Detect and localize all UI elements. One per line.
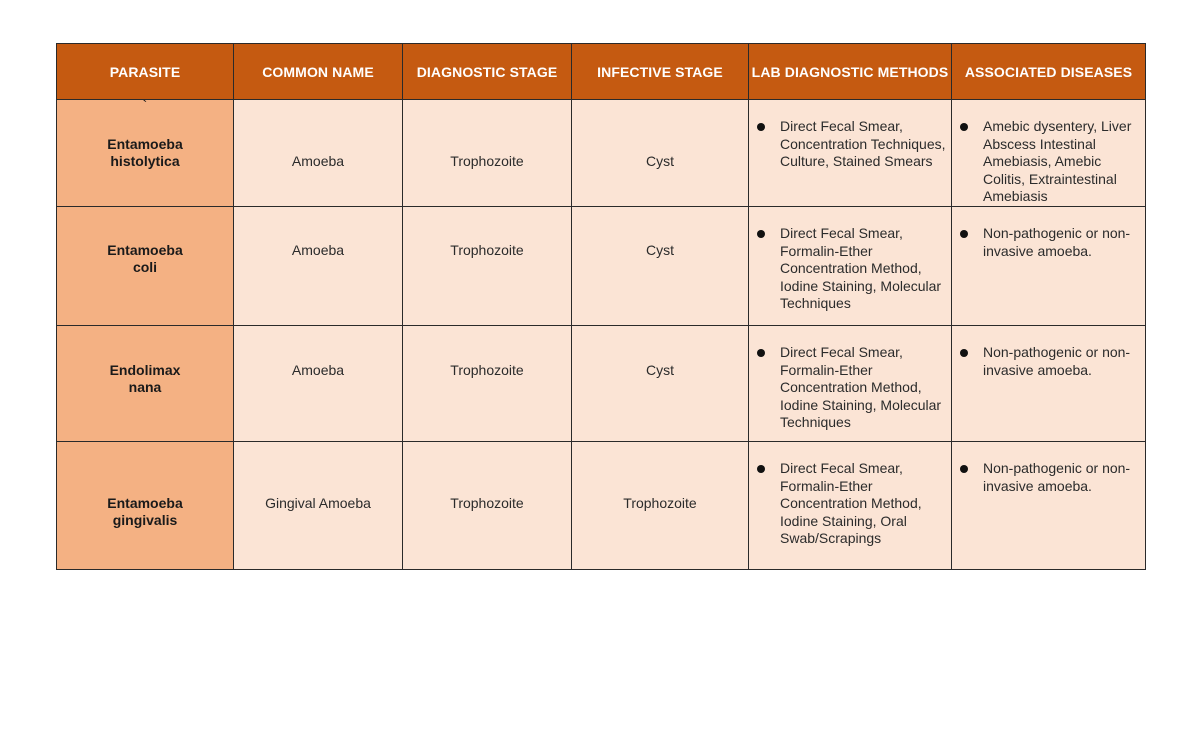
header-infective-stage: INFECTIVE STAGE [572, 44, 749, 100]
lab-methods-cell [749, 100, 952, 207]
infective-stage-cell: Trophozoite [572, 442, 749, 570]
lab-methods-text: Direct Fecal Smear, Formalin-Ether Concentration Method, Iodine Staining, Molecular Techniques [780, 344, 942, 430]
parasite-species: gingivalis [112, 512, 178, 528]
diagnostic-stage-cell: Trophozoite [403, 442, 572, 570]
table-row [57, 207, 1146, 326]
header-associated-diseases: ASSOCIATED DISEASES [952, 44, 1146, 100]
parasite-species: nana [128, 379, 162, 395]
table-row [57, 442, 1146, 570]
bullet-icon [757, 349, 765, 357]
bullet-icon [960, 123, 968, 131]
lab-methods-cell [749, 442, 952, 570]
bullet-icon [960, 349, 968, 357]
stray-mark: ` [142, 97, 148, 113]
bullet-icon [757, 230, 765, 238]
lab-methods-text: Direct Fecal Smear, Concentration Techniques, Culture, Stained Smears [780, 118, 946, 169]
lab-methods-text: Direct Fecal Smear, Formalin-Ether Concentration Method, Iodine Staining, Oral Swab/Scrapings [780, 460, 922, 546]
diseases-text: Amebic dysentery, Liver Abscess Intestinal Amebiasis, Amebic Colitis, Extraintestinal Amebiasis [983, 118, 1132, 204]
header-row [57, 44, 1146, 100]
diseases-list [952, 118, 1145, 206]
list-item [952, 118, 1145, 206]
list-item [749, 460, 951, 548]
list-item [952, 225, 1145, 260]
bullet-icon [960, 465, 968, 473]
common-name-cell: Amoeba [234, 207, 403, 326]
parasite-genus: Entamoeba [107, 242, 183, 258]
list-item [749, 118, 951, 171]
header-diagnostic-stage: DIAGNOSTIC STAGE [403, 44, 572, 100]
parasite-species: histolytica [110, 153, 180, 169]
diagnostic-stage-cell: Trophozoite [403, 326, 572, 442]
parasite-name-cell [57, 207, 234, 326]
bullet-icon [757, 123, 765, 131]
diseases-list [952, 225, 1145, 260]
parasite-name-cell [57, 442, 234, 570]
parasite-genus: Entamoeba [107, 136, 183, 152]
list-item [952, 460, 1145, 495]
diseases-text: Non-pathogenic or non-invasive amoeba. [983, 225, 1131, 259]
diseases-cell [952, 442, 1146, 570]
lab-methods-cell [749, 326, 952, 442]
parasite-name-cell [57, 97, 234, 207]
list-item [749, 225, 951, 313]
diseases-list [952, 460, 1145, 495]
list-item [749, 344, 951, 432]
parasite-genus: Entamoeba [107, 495, 183, 511]
diseases-cell [952, 207, 1146, 326]
diseases-cell [952, 100, 1146, 207]
parasite-genus: Endolimax [109, 362, 181, 378]
diseases-text: Non-pathogenic or non-invasive amoeba. [983, 344, 1131, 378]
header-lab-diagnostic-methods: LAB DIAGNOSTIC METHODS [749, 44, 952, 100]
diseases-list [952, 344, 1145, 379]
infective-stage-cell: Cyst [572, 100, 749, 207]
diseases-cell [952, 326, 1146, 442]
lab-methods-list [749, 460, 951, 548]
diagnostic-stage-cell: Trophozoite [403, 100, 572, 207]
lab-methods-cell [749, 207, 952, 326]
parasite-species: coli [132, 259, 158, 275]
common-name-cell: Gingival Amoeba [234, 442, 403, 570]
table-row [57, 326, 1146, 442]
infective-stage-cell: Cyst [572, 207, 749, 326]
header-parasite: PARASITE [57, 44, 234, 100]
bullet-icon [960, 230, 968, 238]
parasite-table [56, 43, 1146, 570]
parasite-name-cell [57, 326, 234, 442]
common-name-cell: Amoeba [234, 100, 403, 207]
lab-methods-list [749, 118, 951, 171]
list-item [952, 344, 1145, 379]
common-name-cell: Amoeba [234, 326, 403, 442]
header-common-name: COMMON NAME [234, 44, 403, 100]
bullet-icon [757, 465, 765, 473]
lab-methods-list [749, 225, 951, 313]
lab-methods-text: Direct Fecal Smear, Formalin-Ether Concentration Method, Iodine Staining, Molecular Techniques [780, 225, 942, 311]
lab-methods-list [749, 344, 951, 432]
table-row [57, 100, 1146, 207]
diseases-text: Non-pathogenic or non-invasive amoeba. [983, 460, 1131, 494]
infective-stage-cell: Cyst [572, 326, 749, 442]
diagnostic-stage-cell: Trophozoite [403, 207, 572, 326]
